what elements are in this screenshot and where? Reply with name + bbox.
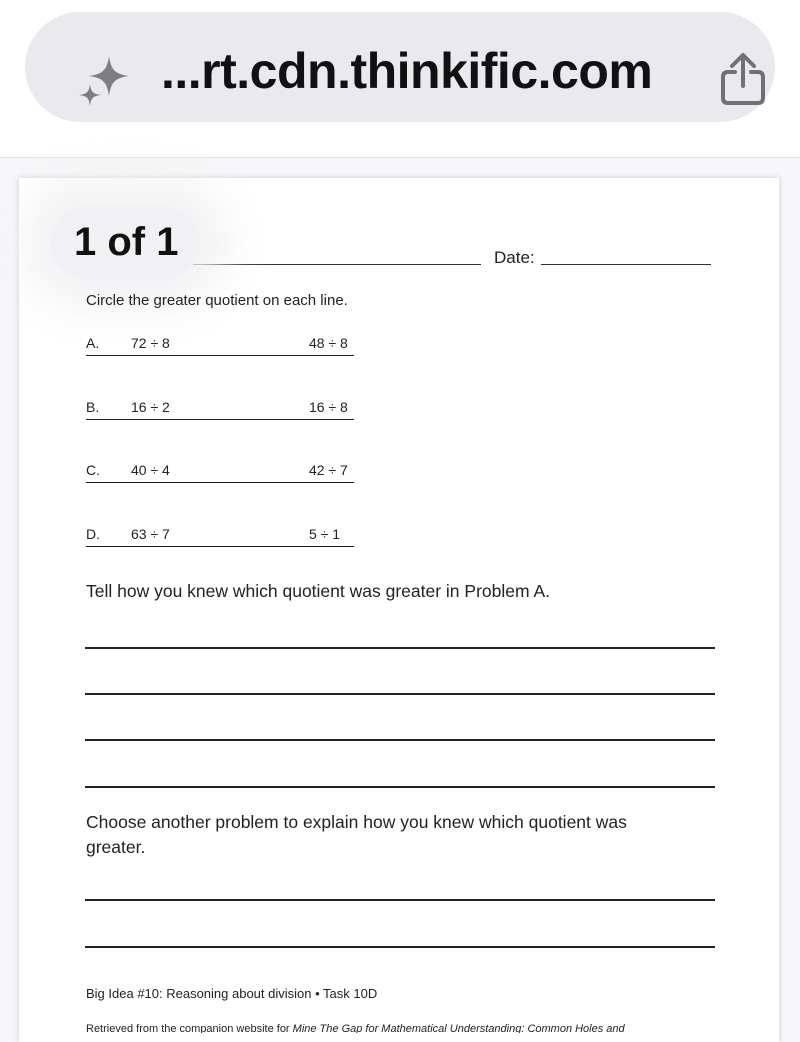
name-blank-line	[193, 264, 481, 265]
retrieved-book-title: Mine The Gap for Mathematical Understanding: Common Holes and	[292, 1023, 625, 1033]
answer-line	[85, 899, 715, 901]
question-2-text: Choose another problem to explain how you knew which quotient was greater.	[86, 812, 627, 857]
problem-row-d	[86, 526, 354, 547]
problem-letter: C.	[86, 462, 100, 478]
page-indicator	[50, 206, 200, 280]
problem-left-expression: 63 ÷ 7	[131, 526, 170, 542]
problem-left-expression: 72 ÷ 8	[131, 335, 170, 351]
worksheet-page	[19, 178, 779, 1042]
question-1-text: Tell how you knew which quotient was greater in Problem A.	[86, 581, 550, 601]
address-bar[interactable]	[25, 12, 775, 122]
problem-right-expression: 48 ÷ 8	[309, 335, 348, 351]
answer-line	[85, 739, 715, 741]
sparkle-icon[interactable]	[77, 52, 133, 108]
problem-letter: D.	[86, 526, 100, 542]
problem-letter: A.	[86, 335, 100, 351]
date-label: Date:	[494, 248, 535, 267]
problem-row-a	[86, 335, 354, 356]
answer-line	[85, 946, 715, 948]
problem-row-b	[86, 399, 354, 420]
share-icon[interactable]	[718, 52, 768, 106]
retrieved-text	[86, 1021, 766, 1033]
browser-toolbar	[0, 0, 800, 158]
problem-right-expression: 5 ÷ 1	[309, 526, 341, 542]
problem-right-expression: 42 ÷ 7	[309, 462, 348, 478]
footer-text: Big Idea #10: Reasoning about division • Task 10D	[86, 986, 378, 1001]
problem-right-expression: 16 ÷ 8	[309, 399, 348, 415]
retrieved-prefix: Retrieved from the companion website for	[86, 1023, 293, 1033]
page-indicator-text: 1 of 1	[74, 220, 179, 264]
problem-left-expression: 40 ÷ 4	[131, 462, 170, 478]
answer-line	[85, 786, 715, 788]
answer-line	[85, 647, 715, 649]
problem-row-c	[86, 462, 354, 483]
instruction-text: Circle the greater quotient on each line.	[86, 292, 348, 309]
url-text[interactable]: ...rt.cdn.thinkific.com	[161, 43, 653, 99]
answer-line	[85, 693, 715, 695]
date-blank-line	[541, 264, 711, 265]
problem-left-expression: 16 ÷ 2	[131, 399, 170, 415]
problem-letter: B.	[86, 399, 100, 415]
